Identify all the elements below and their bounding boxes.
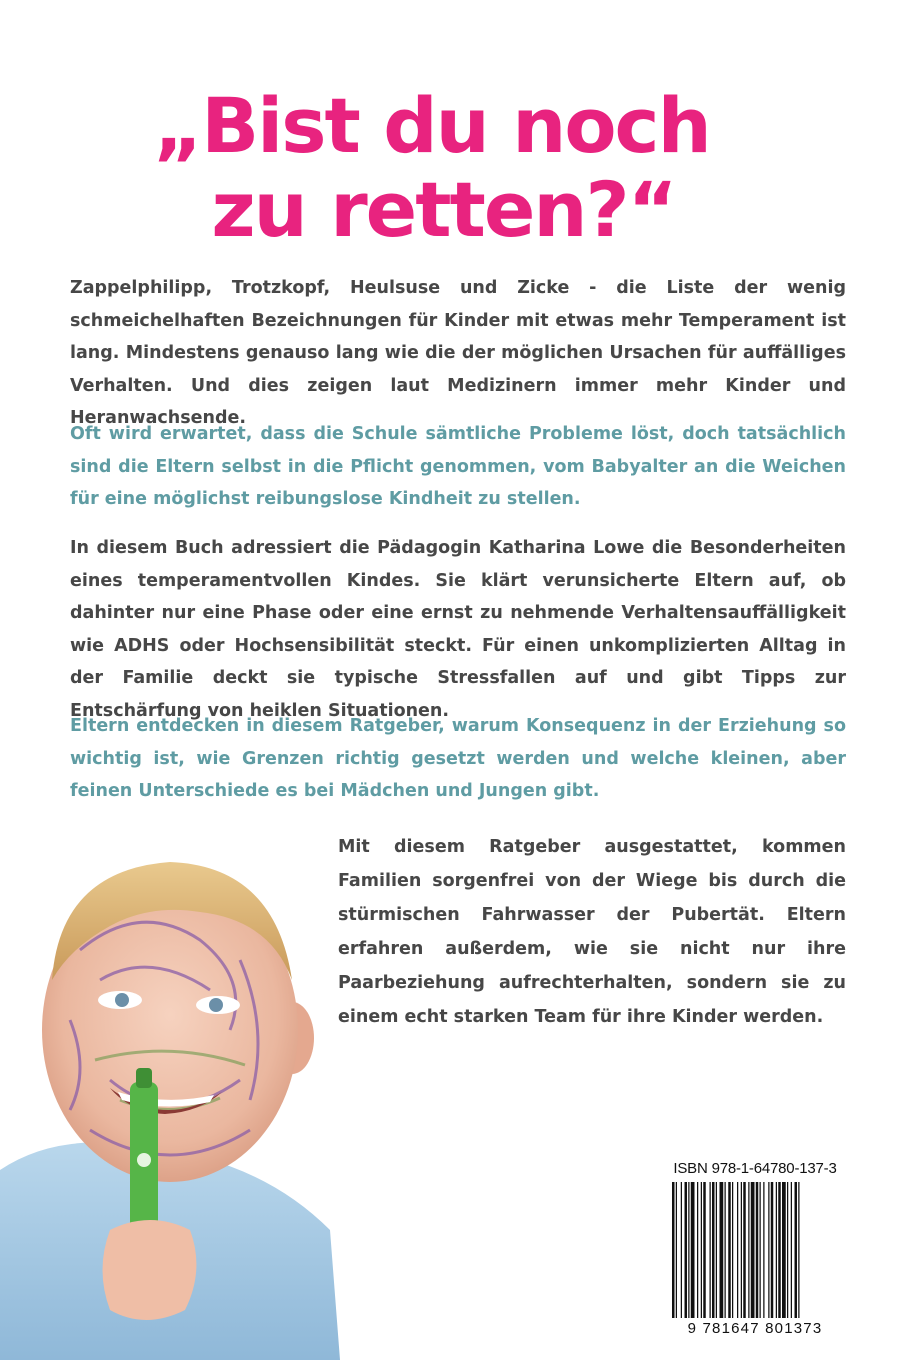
barcode-bar — [732, 1182, 733, 1318]
barcode-bar — [685, 1182, 688, 1318]
barcode-bar — [703, 1182, 706, 1318]
title-line-2: zu retten?“ — [211, 165, 676, 254]
barcode-bar — [737, 1182, 738, 1318]
barcode-bar — [763, 1182, 764, 1318]
paragraph-intro: Zappelphilipp, Trotzkopf, Heulsuse und Zicke - die Liste der wenig schmeichelhaften Bezeichnungen für Kinder mit etwas mehr Temperament ist lang. Mindestens genauso lang wie die der möglichen Ursachen für auffälliges Verhalten. Und dies zeigen laut Medizinern immer mehr Kinder und Heranwachsende. — [70, 278, 846, 428]
barcode-bar — [778, 1182, 781, 1318]
paragraph-closing: Mit diesem Ratgeber ausgestattet, kommen Familien sorgenfrei von der Wiege bis durch die stürmischen Fahrwasser der Pubertät. Eltern erfahren außerdem, wie sie nicht nur ihre Paarbeziehung aufrechterhalten, sondern sie zu einem echt starken Team für ihre Kinder werden. — [338, 837, 846, 1027]
barcode-bar — [782, 1182, 786, 1318]
title-line-1: „Bist du noch — [153, 81, 710, 170]
barcode-digits: 9 781647 801373 — [687, 1320, 823, 1337]
barcode-bar — [760, 1182, 761, 1318]
barcode — [672, 1182, 838, 1322]
barcode-bar — [776, 1182, 777, 1318]
barcode-bar — [798, 1182, 799, 1318]
barcode-bar — [720, 1182, 724, 1318]
barcode-bar — [791, 1182, 792, 1318]
barcode-bar — [771, 1182, 774, 1318]
barcode-area — [670, 1160, 840, 1342]
barcode-bar — [741, 1182, 742, 1318]
barcode-bar — [676, 1182, 677, 1318]
isbn-label: ISBN 978-1-64780-137-3 — [673, 1160, 837, 1177]
barcode-bar — [795, 1182, 798, 1318]
paragraph-highlight-1: Oft wird erwartet, dass die Schule sämtliche Probleme löst, doch tatsächlich sind die Eltern selbst in die Pflicht genommen, vom Babyalter an die Weichen für eine möglichst reibungslose Kindheit zu stellen. — [70, 424, 846, 509]
barcode-bar — [751, 1182, 755, 1318]
barcode-bar — [728, 1182, 731, 1318]
barcode-bar — [716, 1182, 717, 1318]
paragraph-highlight-2: Eltern entdecken in diesem Ratgeber, warum Konsequenz in der Erziehung so wichtig ist, wie Grenzen richtig gesetzt werden und welche kleinen, aber feinen Unterschiede es bei Mädchen und Jungen gibt. — [70, 716, 846, 801]
child-photo — [0, 830, 340, 1360]
barcode-bar — [681, 1182, 682, 1318]
barcode-bar — [688, 1182, 689, 1318]
paragraph-book-description: In diesem Buch adressiert die Pädagogin Katharina Lowe die Besonderheiten eines temperamentvollen Kindes. Sie klärt verunsicherte Eltern auf, ob dahinter nur eine Phase oder eine ernst zu nehmende Verhaltensauffälligkeit wie ADHS oder Hochsensibilität steckt. Für einen unkomplizierten Alltag in der Familie deckt sie typische Stressfallen auf und gibt Tipps zur Entschärfung von heiklen Situationen. — [70, 538, 846, 721]
barcode-bar — [701, 1182, 702, 1318]
child-hand — [103, 1220, 197, 1320]
barcode-bar — [748, 1182, 749, 1318]
barcode-bar — [787, 1182, 788, 1318]
barcode-bar — [725, 1182, 726, 1318]
barcode-bar — [691, 1182, 695, 1318]
barcode-bar — [710, 1182, 711, 1318]
barcode-bar — [697, 1182, 698, 1318]
barcode-bar — [756, 1182, 759, 1318]
barcode-bar — [672, 1182, 675, 1318]
barcode-bar — [712, 1182, 715, 1318]
barcode-bar — [768, 1182, 769, 1318]
barcode-bar — [743, 1182, 746, 1318]
